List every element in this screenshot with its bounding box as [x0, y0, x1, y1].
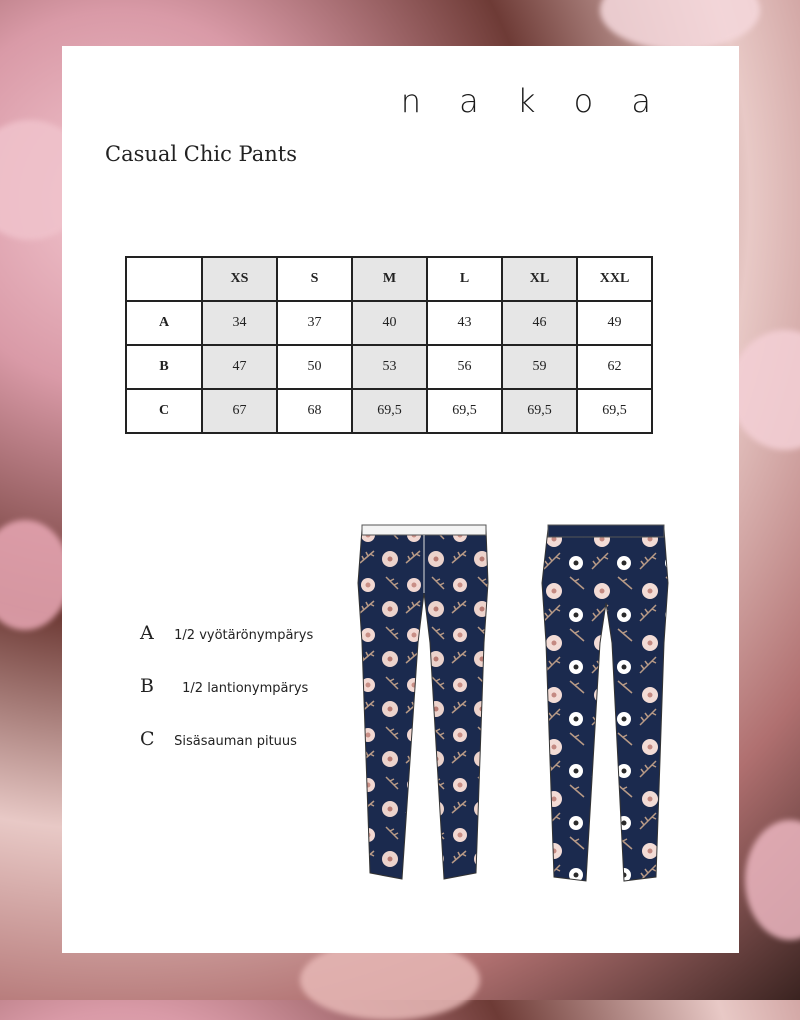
pants-front-illustration: [356, 523, 492, 887]
product-title: Casual Chic Pants: [105, 142, 297, 166]
table-cell: 69,5: [502, 389, 577, 433]
size-table: [125, 256, 653, 434]
table-cell: 68: [277, 389, 352, 433]
legend-item-a: [140, 622, 313, 644]
table-cell: 40: [352, 301, 427, 345]
column-header: L: [427, 257, 502, 301]
table-cell: 49: [577, 301, 652, 345]
column-header: S: [277, 257, 352, 301]
table-row: [126, 345, 652, 389]
table-corner-cell: [126, 257, 202, 301]
table-cell: 69,5: [577, 389, 652, 433]
row-header: C: [126, 389, 202, 433]
table-cell: 43: [427, 301, 502, 345]
legend-text: Sisäsauman pituus: [174, 734, 297, 749]
size-chart-card: [62, 46, 739, 953]
table-cell: 50: [277, 345, 352, 389]
table-cell: 62: [577, 345, 652, 389]
legend-text: 1/2 vyötärönympärys: [174, 628, 314, 643]
table-row: [126, 389, 652, 433]
pants-back-illustration: [540, 523, 672, 887]
table-cell: 69,5: [427, 389, 502, 433]
legend-item-b: [140, 675, 308, 697]
table-cell: 53: [352, 345, 427, 389]
brand-logo: n a k o a: [400, 82, 665, 120]
column-header: XXL: [577, 257, 652, 301]
table-cell: 46: [502, 301, 577, 345]
table-cell: 37: [277, 301, 352, 345]
column-header: XS: [202, 257, 277, 301]
column-header: M: [352, 257, 427, 301]
legend-item-c: [140, 728, 297, 750]
column-header: XL: [502, 257, 577, 301]
table-cell: 59: [502, 345, 577, 389]
table-cell: 67: [202, 389, 277, 433]
table-cell: 56: [427, 345, 502, 389]
row-header: A: [126, 301, 202, 345]
row-header: B: [126, 345, 202, 389]
table-header-row: [126, 257, 652, 301]
table-cell: 69,5: [352, 389, 427, 433]
table-cell: 34: [202, 301, 277, 345]
legend-letter: A: [140, 622, 154, 644]
table-row: [126, 301, 652, 345]
table-cell: 47: [202, 345, 277, 389]
legend-letter: B: [140, 675, 154, 697]
legend-text: 1/2 lantionympärys: [182, 681, 309, 696]
legend-letter: C: [140, 728, 155, 750]
